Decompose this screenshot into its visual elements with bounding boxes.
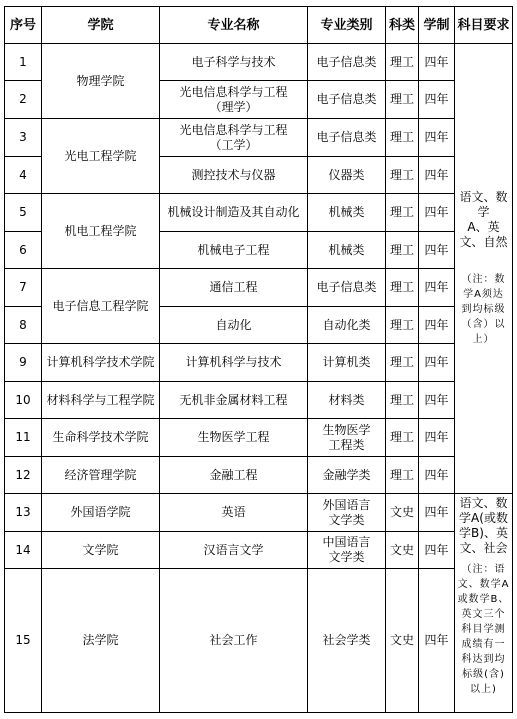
cell-track: 理工 (386, 44, 419, 81)
cell-no: 12 (5, 457, 42, 494)
cell-major: 生物医学工程 (160, 419, 308, 457)
header-track: 科类 (386, 7, 419, 44)
cell-major: 自动化 (160, 307, 308, 344)
cell-major: 无机非金属材料工程 (160, 382, 308, 419)
cell-category: 电子信息类 (308, 269, 386, 307)
cell-no: 3 (5, 119, 42, 157)
cell-major: 汉语言文学 (160, 532, 308, 569)
table-row (5, 44, 513, 81)
header-category: 专业类别 (308, 7, 386, 44)
cell-category: 材料类 (308, 382, 386, 419)
cell-major: 电子科学与技术 (160, 44, 308, 81)
table-row (5, 419, 513, 457)
cell-years: 四年 (419, 307, 455, 344)
table-row (5, 569, 513, 713)
cell-years: 四年 (419, 419, 455, 457)
cell-major: 机械电子工程 (160, 232, 308, 269)
cell-category: 外国语言 文学类 (308, 494, 386, 532)
cell-major: 测控技术与仪器 (160, 157, 308, 194)
cell-category: 社会学类 (308, 569, 386, 713)
cell-years: 四年 (419, 157, 455, 194)
table-row (5, 494, 513, 532)
cell-no: 9 (5, 344, 42, 382)
cell-major: 计算机科学与技术 (160, 344, 308, 382)
cell-category: 电子信息类 (308, 81, 386, 119)
cell-category: 计算机类 (308, 344, 386, 382)
cell-track: 理工 (386, 157, 419, 194)
cell-track: 文史 (386, 532, 419, 569)
header-major: 专业名称 (160, 7, 308, 44)
cell-category: 电子信息类 (308, 119, 386, 157)
requirement-subjects: 语文、数学 A、英文、自然 (459, 190, 508, 249)
cell-category: 仪器类 (308, 157, 386, 194)
cell-college: 光电工程学院 (42, 119, 160, 194)
cell-years: 四年 (419, 81, 455, 119)
cell-college: 计算机科学技术学院 (42, 344, 160, 382)
cell-major: 英语 (160, 494, 308, 532)
table-row (5, 457, 513, 494)
requirement-note: （注：语 文、数学A 或数学B、 英文三个 科目学测 成绩有一 科达到均 标级(含) 以上) (457, 564, 510, 695)
table-row (5, 269, 513, 307)
cell-requirements-arts (455, 494, 513, 713)
cell-track: 理工 (386, 457, 419, 494)
cell-college: 电子信息工程学院 (42, 269, 160, 344)
cell-track: 理工 (386, 81, 419, 119)
cell-no: 6 (5, 232, 42, 269)
table-row (5, 194, 513, 232)
cell-college: 生命科学技术学院 (42, 419, 160, 457)
requirement-note: （注：数 学A须达 到均标级 （含）以 上） (461, 274, 506, 345)
cell-category: 机械类 (308, 194, 386, 232)
cell-no: 14 (5, 532, 42, 569)
cell-college: 物理学院 (42, 44, 160, 119)
header-requirements: 科目要求 (455, 7, 513, 44)
cell-major: 社会工作 (160, 569, 308, 713)
cell-track: 理工 (386, 419, 419, 457)
cell-category: 中国语言 文学类 (308, 532, 386, 569)
header-row (5, 7, 513, 44)
cell-years: 四年 (419, 569, 455, 713)
cell-college: 材料科学与工程学院 (42, 382, 160, 419)
cell-track: 理工 (386, 119, 419, 157)
cell-years: 四年 (419, 532, 455, 569)
cell-years: 四年 (419, 457, 455, 494)
cell-college: 经济管理学院 (42, 457, 160, 494)
header-college: 学院 (42, 7, 160, 44)
cell-no: 5 (5, 194, 42, 232)
cell-no: 11 (5, 419, 42, 457)
cell-years: 四年 (419, 119, 455, 157)
cell-track: 理工 (386, 344, 419, 382)
cell-years: 四年 (419, 344, 455, 382)
cell-years: 四年 (419, 232, 455, 269)
cell-category: 自动化类 (308, 307, 386, 344)
cell-requirements-science (455, 44, 513, 494)
cell-category: 机械类 (308, 232, 386, 269)
cell-track: 理工 (386, 307, 419, 344)
cell-major: 光电信息科学与工程 （工学） (160, 119, 308, 157)
cell-major: 光电信息科学与工程 （理学） (160, 81, 308, 119)
cell-no: 8 (5, 307, 42, 344)
cell-track: 理工 (386, 194, 419, 232)
cell-college: 法学院 (42, 569, 160, 713)
cell-years: 四年 (419, 194, 455, 232)
cell-no: 10 (5, 382, 42, 419)
cell-category: 金融学类 (308, 457, 386, 494)
cell-track: 理工 (386, 269, 419, 307)
cell-college: 外国语学院 (42, 494, 160, 532)
cell-major: 机械设计制造及其自动化 (160, 194, 308, 232)
cell-no: 13 (5, 494, 42, 532)
cell-track: 理工 (386, 232, 419, 269)
cell-years: 四年 (419, 494, 455, 532)
cell-track: 文史 (386, 494, 419, 532)
cell-no: 2 (5, 81, 42, 119)
majors-table (4, 6, 513, 713)
cell-years: 四年 (419, 269, 455, 307)
table-row (5, 532, 513, 569)
table-row (5, 382, 513, 419)
cell-track: 理工 (386, 382, 419, 419)
header-no: 序号 (5, 7, 42, 44)
cell-track: 文史 (386, 569, 419, 713)
header-years: 学制 (419, 7, 455, 44)
cell-college: 机电工程学院 (42, 194, 160, 269)
cell-major: 金融工程 (160, 457, 308, 494)
cell-years: 四年 (419, 44, 455, 81)
cell-major: 通信工程 (160, 269, 308, 307)
cell-no: 1 (5, 44, 42, 81)
table-row (5, 344, 513, 382)
cell-years: 四年 (419, 382, 455, 419)
cell-category: 电子信息类 (308, 44, 386, 81)
cell-no: 7 (5, 269, 42, 307)
table-row (5, 119, 513, 157)
cell-no: 4 (5, 157, 42, 194)
requirement-subjects: 语文、数 学A(或数 学B)、英 文、社会 (459, 496, 508, 555)
cell-no: 15 (5, 569, 42, 713)
cell-category: 生物医学 工程类 (308, 419, 386, 457)
cell-college: 文学院 (42, 532, 160, 569)
